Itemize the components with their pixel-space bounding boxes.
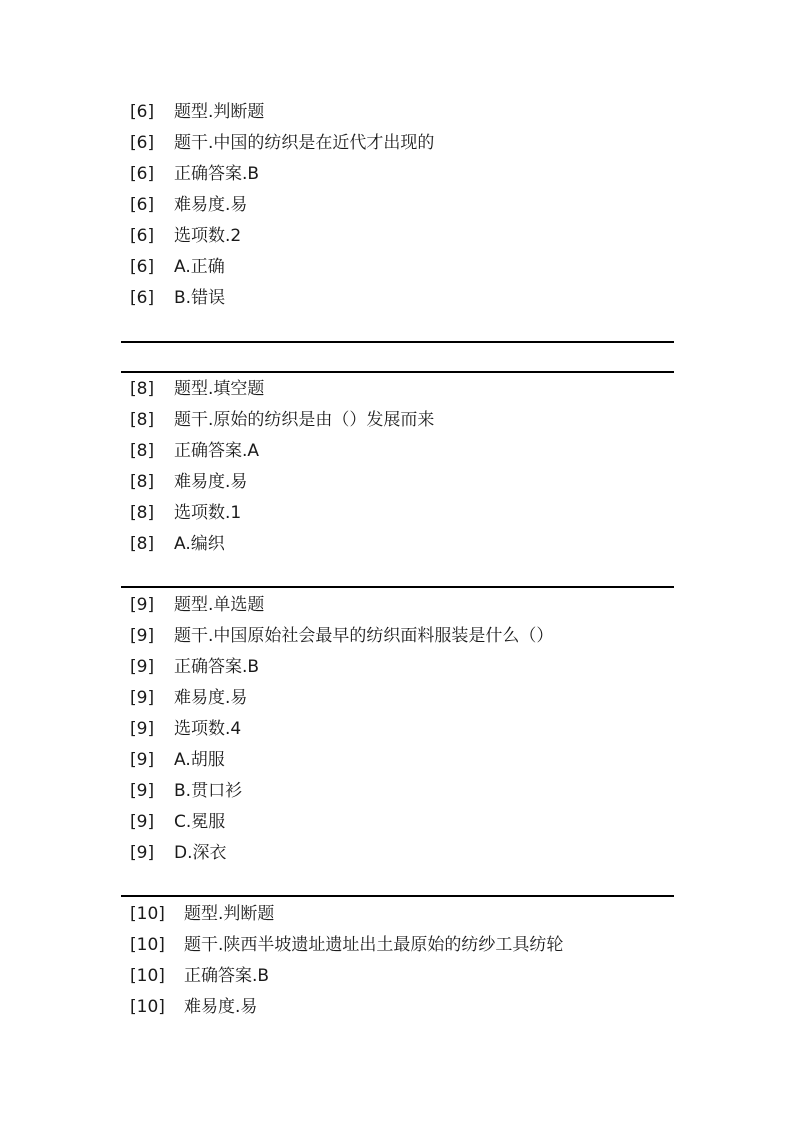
question-line xyxy=(121,221,674,252)
option-count: 选项数.1 xyxy=(174,503,242,523)
question-line xyxy=(121,745,674,776)
question-number: [6] xyxy=(130,226,155,246)
question-line xyxy=(121,776,674,807)
question-number: [10] xyxy=(130,935,165,955)
question-type: 题型.单选题 xyxy=(174,595,265,615)
question-line xyxy=(121,498,674,529)
option: B.贯口衫 xyxy=(174,781,243,801)
question-line xyxy=(121,252,674,283)
question-number: [6] xyxy=(130,133,155,153)
correct-answer: 正确答案.B xyxy=(184,966,270,986)
question-number: [6] xyxy=(130,288,155,308)
divider xyxy=(121,586,674,588)
question-number: [8] xyxy=(130,441,155,461)
question-line xyxy=(121,97,674,128)
question-number: [10] xyxy=(130,966,165,986)
question-number: [9] xyxy=(130,657,155,677)
option: C.冕服 xyxy=(174,812,226,832)
difficulty: 难易度.易 xyxy=(174,472,248,492)
question-number: [6] xyxy=(130,102,155,122)
question-number: [6] xyxy=(130,164,155,184)
question-line xyxy=(121,159,674,190)
question-line xyxy=(121,128,674,159)
question-number: [9] xyxy=(130,750,155,770)
option: A.正确 xyxy=(174,257,225,277)
question-number: [6] xyxy=(130,257,155,277)
option: A.胡服 xyxy=(174,750,225,770)
question-line xyxy=(121,807,674,838)
question-number: [9] xyxy=(130,688,155,708)
question-stem: 题干.原始的纺织是由（）发展而来 xyxy=(174,410,435,430)
question-line xyxy=(121,992,674,1023)
question-number: [6] xyxy=(130,195,155,215)
question-line xyxy=(121,899,674,930)
question-10 xyxy=(121,899,674,1023)
question-number: [9] xyxy=(130,843,155,863)
question-line xyxy=(121,590,674,621)
question-6 xyxy=(121,97,674,314)
question-line xyxy=(121,374,674,405)
question-line xyxy=(121,961,674,992)
question-number: [8] xyxy=(130,472,155,492)
option: A.编织 xyxy=(174,534,225,554)
question-line xyxy=(121,838,674,869)
question-number: [8] xyxy=(130,503,155,523)
difficulty: 难易度.易 xyxy=(174,688,248,708)
question-line xyxy=(121,930,674,961)
question-line xyxy=(121,190,674,221)
question-type: 题型.判断题 xyxy=(174,102,265,122)
question-number: [9] xyxy=(130,812,155,832)
option: D.深衣 xyxy=(174,843,227,863)
question-type: 题型.填空题 xyxy=(174,379,265,399)
question-line xyxy=(121,405,674,436)
question-stem: 题干.中国的纺织是在近代才出现的 xyxy=(174,133,435,153)
divider xyxy=(121,895,674,897)
divider xyxy=(121,341,674,343)
question-stem: 题干.陕西半坡遗址遗址出土最原始的纺纱工具纺轮 xyxy=(184,935,564,955)
correct-answer: 正确答案.A xyxy=(174,441,260,461)
question-number: [9] xyxy=(130,595,155,615)
difficulty: 难易度.易 xyxy=(174,195,248,215)
question-9 xyxy=(121,590,674,869)
correct-answer: 正确答案.B xyxy=(174,657,260,677)
option-count: 选项数.4 xyxy=(174,719,242,739)
question-number: [8] xyxy=(130,410,155,430)
question-line xyxy=(121,652,674,683)
question-line xyxy=(121,683,674,714)
question-line xyxy=(121,283,674,314)
question-line xyxy=(121,621,674,652)
question-number: [8] xyxy=(130,534,155,554)
difficulty: 难易度.易 xyxy=(184,997,258,1017)
question-number: [10] xyxy=(130,997,165,1017)
question-number: [10] xyxy=(130,904,165,924)
correct-answer: 正确答案.B xyxy=(174,164,260,184)
option: B.错误 xyxy=(174,288,226,308)
question-number: [9] xyxy=(130,626,155,646)
question-line xyxy=(121,467,674,498)
question-8 xyxy=(121,374,674,560)
question-stem: 题干.中国原始社会最早的纺织面料服装是什么（） xyxy=(174,626,554,646)
question-line xyxy=(121,436,674,467)
question-type: 题型.判断题 xyxy=(184,904,275,924)
divider xyxy=(121,371,674,373)
question-line xyxy=(121,714,674,745)
question-number: [9] xyxy=(130,719,155,739)
question-line xyxy=(121,529,674,560)
question-number: [8] xyxy=(130,379,155,399)
option-count: 选项数.2 xyxy=(174,226,242,246)
question-number: [9] xyxy=(130,781,155,801)
